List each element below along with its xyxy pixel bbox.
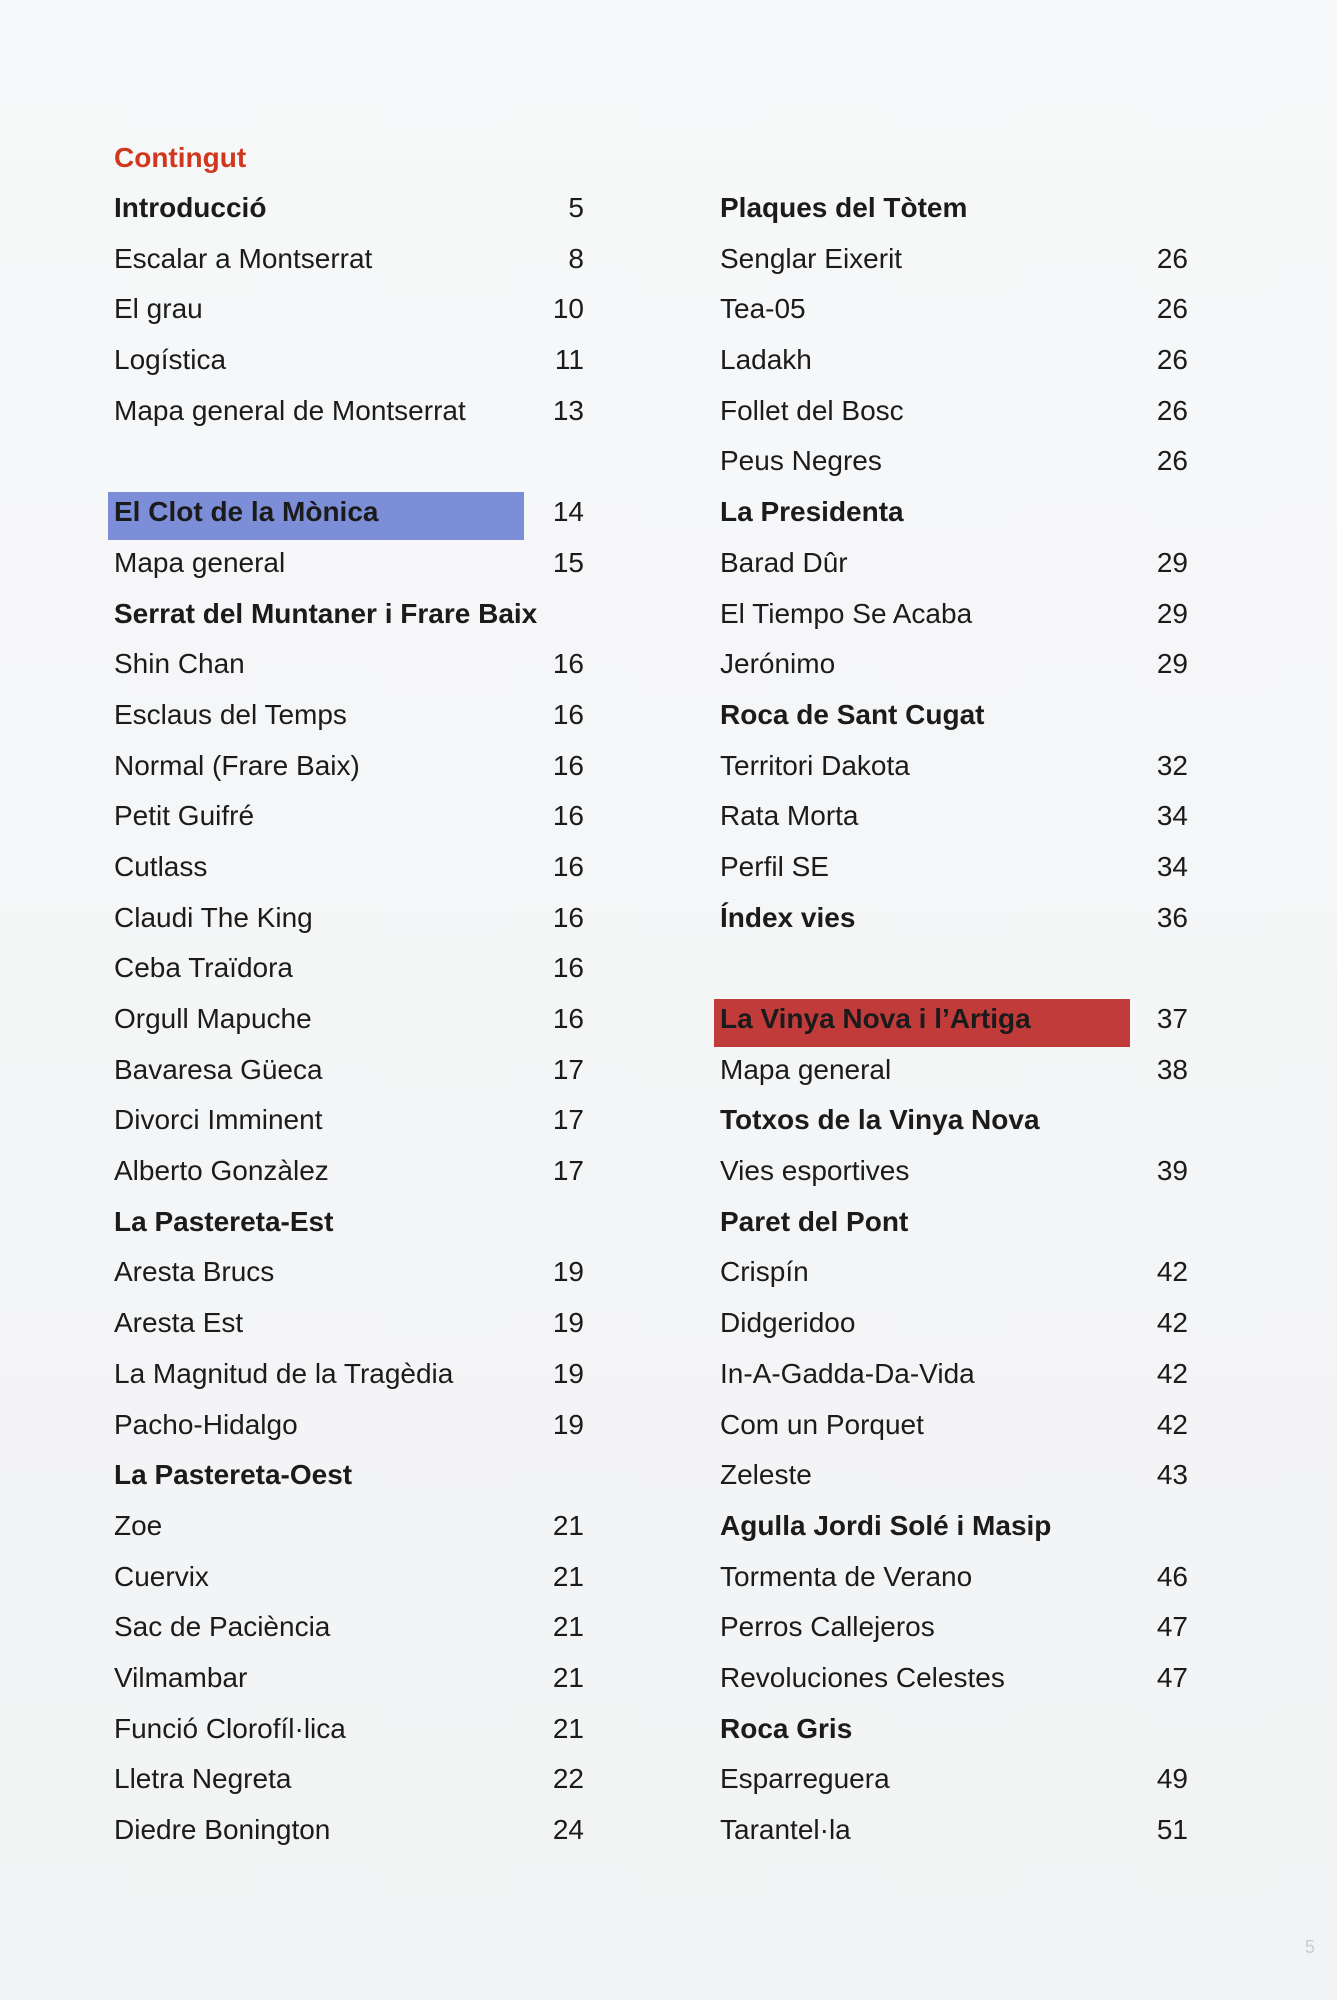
toc-entry-page-number: 26 [1156,344,1188,376]
toc-left-column [114,188,584,1861]
toc-entry-label: Mapa general [720,1053,892,1085]
toc-entry [720,1658,1188,1709]
toc-entry-label: Aresta Est [114,1307,244,1339]
toc-entry [720,1455,1188,1506]
toc-entry-label: Totxos de la Vinya Nova [720,1104,1040,1136]
toc-entry-page-number: 21 [552,1560,584,1592]
toc-entry-label: Territori Dakota [720,749,910,781]
toc-section-heading [720,492,1188,543]
toc-entry-page-number: 26 [1156,242,1188,274]
toc-entry-page-number: 38 [1156,1053,1188,1085]
toc-entry-label: Tormenta de Verano [720,1560,973,1592]
toc-section-heading [720,1709,1188,1760]
toc-entry-page-number: 21 [552,1712,584,1744]
toc-entry-label: In-A-Gadda-Da-Vida [720,1357,975,1389]
toc-entry-label: El Tiempo Se Acaba [720,597,973,629]
toc-entry [720,340,1188,391]
toc-entry-label: Cutlass [114,850,208,882]
toc-spacer [720,948,1188,999]
toc-entry-page-number: 17 [552,1155,584,1187]
toc-entry [114,1607,584,1658]
toc-entry [720,1252,1188,1303]
toc-entry-label: Pacho-Hidalgo [114,1408,298,1440]
toc-entry-label: Zoe [114,1509,163,1541]
toc-entry-label: Plaques del Tòtem [720,192,968,223]
toc-entry [720,1810,1188,1861]
toc-entry-page-number: 10 [552,293,584,325]
toc-entry-page-number: 8 [568,242,584,274]
toc-entry [720,543,1188,594]
toc-entry-page-number: 42 [1156,1357,1188,1389]
toc-entry-page-number: 29 [1156,546,1188,578]
toc-entry [720,746,1188,797]
toc-entry [114,1506,584,1557]
toc-entry-label: Roca Gris [720,1712,853,1744]
toc-entry-label: Índex vies [720,901,856,933]
toc-entry-page-number: 22 [552,1763,584,1795]
toc-entry [114,239,584,290]
toc-spacer [114,441,584,492]
toc-section-heading [114,188,584,239]
toc-entry-label: El Clot de la Mònica [114,496,379,528]
toc-entry [720,847,1188,898]
toc-entry-label: Zeleste [720,1459,812,1491]
toc-entry [720,441,1188,492]
toc-entry-label: Lletra Negreta [114,1763,292,1795]
toc-entry-page-number: 21 [552,1611,584,1643]
toc-entry [720,1405,1188,1456]
toc-entry [114,746,584,797]
toc-entry [720,644,1188,695]
toc-entry-page-number: 47 [1156,1661,1188,1693]
toc-entry-page-number: 32 [1156,749,1188,781]
toc-entry-page-number: 34 [1156,850,1188,882]
toc-entry-label: La Pastereta-Est [114,1205,334,1237]
toc-entry-label: Com un Porquet [720,1408,924,1440]
toc-entry [720,594,1188,645]
toc-entry [114,1151,584,1202]
toc-entry-label: Serrat del Muntaner i Frare Baix [114,597,538,629]
toc-entry-page-number: 51 [1156,1814,1188,1845]
toc-entry-page-number: 29 [1156,648,1188,680]
toc-entry [720,1303,1188,1354]
toc-entry [114,1709,584,1760]
toc-entry-label: Escalar a Montserrat [114,242,373,274]
toc-entry-page-number: 17 [552,1104,584,1136]
toc-entry-page-number: 13 [552,394,584,426]
toc-entry-label: Senglar Eixerit [720,242,903,274]
toc-entry-label: La Magnitud de la Tragèdia [114,1357,454,1389]
toc-entry-page-number: 16 [552,850,584,882]
toc-entry-label: Mapa general de Montserrat [114,394,466,426]
toc-entry [720,1607,1188,1658]
toc-entry [720,1151,1188,1202]
toc-entry-page-number: 19 [552,1307,584,1339]
toc-entry-page-number: 26 [1156,394,1188,426]
toc-entry-page-number: 26 [1156,293,1188,325]
toc-entry [720,1354,1188,1405]
toc-entry-label: La Vinya Nova i l’Artiga [720,1003,1031,1034]
toc-section-heading [114,1455,584,1506]
toc-entry-label: Tea-05 [720,293,806,325]
toc-entry [114,1354,584,1405]
toc-entry-label: Perfil SE [720,850,829,882]
toc-entry [114,796,584,847]
toc-entry [114,999,584,1050]
toc-entry [114,340,584,391]
toc-entry-label: Crispín [720,1256,809,1288]
toc-entry-label: Divorci Imminent [114,1104,323,1136]
toc-entry-label: Ceba Traïdora [114,952,293,984]
toc-entry-page-number: 36 [1156,901,1188,933]
toc-entry-page-number: 16 [552,698,584,730]
toc-entry-label: Roca de Sant Cugat [720,698,985,730]
toc-entry-page-number: 14 [552,496,584,528]
toc-entry [114,1658,584,1709]
toc-entry [114,898,584,949]
toc-entry [114,1252,584,1303]
toc-entry-page-number: 11 [554,344,584,376]
toc-entry-page-number: 15 [552,546,584,578]
toc-entry-page-number: 19 [552,1408,584,1440]
toc-section-heading [720,898,1188,949]
toc-entry-page-number: 16 [552,1003,584,1034]
toc-entry [114,1100,584,1151]
toc-entry [114,1050,584,1101]
toc-entry-page-number: 16 [552,800,584,832]
toc-entry-label: Peus Negres [720,445,882,477]
toc-entry-label: Cuervix [114,1560,209,1592]
toc-entry-page-number: 39 [1156,1155,1188,1187]
toc-entry [114,695,584,746]
toc-entry [720,1050,1188,1101]
toc-section-heading [720,1202,1188,1253]
toc-entry-label: Agulla Jordi Solé i Masip [720,1509,1052,1541]
toc-entry-label: Rata Morta [720,800,859,832]
toc-entry-page-number: 34 [1156,800,1188,832]
toc-entry [114,1810,584,1861]
toc-entry-label: Normal (Frare Baix) [114,749,360,781]
corner-page-number: 5 [1304,1937,1315,1957]
toc-entry-label: Barad Dûr [720,546,848,578]
toc-entry-label: Sac de Paciència [114,1611,331,1643]
toc-entry-label: Vilmambar [114,1661,248,1693]
toc-entry-page-number: 19 [552,1256,584,1288]
toc-title: Contingut [114,142,247,173]
toc-entry-label: Mapa general [114,546,286,578]
toc-section-heading [720,1506,1188,1557]
toc-entry-label: Vies esportives [720,1155,910,1187]
toc-entry [114,948,584,999]
toc-entry-label: Shin Chan [114,648,245,680]
toc-entry-page-number: 21 [552,1661,584,1693]
toc-section-heading [114,1202,584,1253]
toc-entry-label: Diedre Bonington [114,1814,331,1845]
toc-entry-label: La Pastereta-Oest [114,1459,353,1491]
toc-entry [114,644,584,695]
toc-entry [114,1557,584,1608]
toc-entry-page-number: 37 [1156,1003,1188,1034]
toc-entry-label: Logística [114,344,227,376]
toc-entry-page-number: 21 [552,1509,584,1541]
toc-entry-page-number: 24 [552,1814,584,1845]
toc-entry-page-number: 16 [552,749,584,781]
toc-entry [114,543,584,594]
toc-entry [720,391,1188,442]
toc-entry-page-number: 42 [1156,1408,1188,1440]
toc-section-heading [114,492,584,543]
toc-entry [114,1759,584,1810]
toc-entry-label: Jerónimo [720,648,836,680]
toc-entry-label: Funció Clorofíl·lica [114,1712,346,1744]
toc-entry [114,847,584,898]
toc-section-heading [720,999,1188,1050]
toc-entry [720,796,1188,847]
toc-entry-page-number: 29 [1156,597,1188,629]
toc-entry-label: Esparreguera [720,1763,890,1795]
toc-entry-label: Alberto Gonzàlez [114,1155,329,1187]
toc-entry-label: Paret del Pont [720,1205,909,1237]
toc-section-heading [114,594,584,645]
toc-right-column [720,188,1188,1861]
toc-entry-page-number: 26 [1156,445,1188,477]
toc-entry [114,1303,584,1354]
toc-entry-page-number: 5 [568,192,584,223]
toc-entry-page-number: 49 [1156,1763,1188,1795]
toc-entry-page-number: 42 [1156,1307,1188,1339]
toc-section-heading [720,188,1188,239]
toc-entry-label: Aresta Brucs [114,1256,275,1288]
toc-entry-page-number: 19 [552,1357,584,1389]
toc-entry-label: Orgull Mapuche [114,1003,312,1034]
toc-entry-label: Esclaus del Temps [114,698,347,730]
toc-entry-label: Introducció [114,192,267,223]
toc-entry-label: La Presidenta [720,496,904,528]
toc-entry-page-number: 42 [1156,1256,1188,1288]
toc-entry-label: Didgeridoo [720,1307,856,1339]
toc-entry-page-number: 17 [552,1053,584,1085]
toc-entry-label: Revoluciones Celestes [720,1661,1005,1693]
toc-section-heading [720,695,1188,746]
toc-entry-label: Tarantel·la [720,1814,851,1845]
toc-entry-page-number: 16 [552,648,584,680]
toc-entry [720,289,1188,340]
toc-entry-page-number: 46 [1156,1560,1188,1592]
toc-entry-label: Bavaresa Güeca [114,1053,323,1085]
toc-entry [720,1557,1188,1608]
toc-section-heading [720,1100,1188,1151]
toc-entry [720,239,1188,290]
toc-entry-label: El grau [114,293,203,325]
toc-entry-label: Perros Callejeros [720,1611,935,1643]
toc-entry-page-number: 16 [552,952,584,984]
toc-entry-page-number: 43 [1156,1459,1188,1491]
toc-entry [114,391,584,442]
toc-entry-label: Ladakh [720,344,812,376]
toc-entry [114,289,584,340]
toc-entry [720,1759,1188,1810]
toc-entry-label: Claudi The King [114,901,313,933]
toc-entry [114,1405,584,1456]
toc-entry-label: Petit Guifré [114,800,255,832]
toc-entry-page-number: 47 [1156,1611,1188,1643]
toc-entry-label: Follet del Bosc [720,394,904,426]
toc-entry-page-number: 16 [552,901,584,933]
